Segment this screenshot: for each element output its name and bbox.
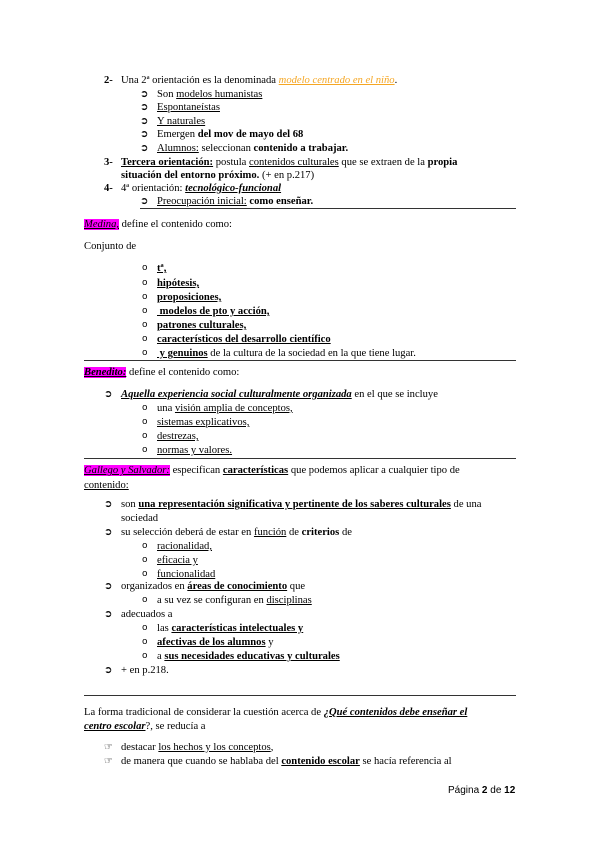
circle-bullet-icon: o [142, 320, 148, 330]
gallego-point-2: su selección deberá de estar en función de criterios de [121, 527, 352, 538]
final-paragraph-line1: La forma tradicional de considerar la cuestión acerca de ¿Qué contenidos debe enseñar el [84, 707, 468, 718]
orientation-3-line: Tercera orientación: postula contenidos culturales que se extraen de la propia [121, 157, 458, 168]
gallego-point-5: + en p.218. [121, 665, 169, 676]
medina-intro: Conjunto de [84, 241, 137, 252]
circle-bullet-icon: o [142, 541, 148, 551]
benedito-heading: Benedito: define el contenido como: [84, 367, 240, 378]
gallego-point-4: adecuados a [121, 609, 173, 620]
benedito-definition: Aquella experiencia social culturalmente organizada en el que se incluye [121, 389, 438, 400]
final-bullet-2: de manera que cuando se hablaba del contenido escolar se hacía referencia al [121, 756, 452, 767]
sub-item: Espontaneístas [157, 102, 220, 113]
list-item: eficacia y [157, 555, 198, 566]
arrow-bullet-icon: ➲ [104, 389, 113, 400]
arrow-bullet-icon: ➲ [104, 581, 113, 592]
medina-heading: Medina, define el contenido como: [84, 219, 232, 230]
gallego-heading: Gallego y Salvador: especifican características que podemos aplicar a cualquier tipo de [84, 465, 460, 476]
item-number: 2- [104, 75, 113, 86]
arrow-bullet-icon: ➲ [104, 527, 113, 538]
item-number: 4- [104, 183, 113, 194]
page-number: 2 [481, 785, 488, 796]
sub-item: Emergen del mov de mayo del 68 [157, 129, 304, 140]
arrow-bullet-icon: ➲ [140, 116, 149, 127]
arrow-bullet-icon: ➲ [140, 89, 149, 100]
page-footer: Página 2 de 12 [448, 785, 516, 796]
section-divider [84, 360, 516, 361]
arrow-bullet-icon: ➲ [104, 665, 113, 676]
orientation-4-line: 4ª orientación: tecnológico-funcional [121, 183, 282, 194]
list-item: funcionalidad [157, 569, 216, 580]
list-item: patrones culturales, [157, 320, 247, 331]
list-item: modelos de pto y acción, [157, 306, 270, 317]
list-item: las características intelectuales y [157, 623, 304, 634]
author-highlight: Benedito: [84, 367, 127, 378]
circle-bullet-icon: o [142, 306, 148, 316]
section-divider [84, 695, 516, 696]
circle-bullet-icon: o [142, 292, 148, 302]
arrow-bullet-icon: ➲ [140, 129, 149, 140]
gallego-heading-line2: contenido: [84, 480, 129, 491]
highlight-text: modelo centrado en el niño [278, 75, 395, 86]
sub-item: Alumnos: seleccionan contenido a trabajar. [157, 143, 349, 154]
final-bullet-1: destacar los hechos y los conceptos, [121, 742, 274, 753]
arrow-bullet-icon: ➲ [140, 102, 149, 113]
arrow-bullet-icon: ➲ [140, 196, 149, 207]
author-highlight: Gallego y Salvador: [84, 465, 170, 476]
circle-bullet-icon: o [142, 555, 148, 565]
section-divider [84, 458, 516, 459]
author-highlight: Medina, [84, 219, 120, 230]
orientation-2-line: Una 2ª orientación es la denominada modelo centrado en el niño. [121, 75, 398, 86]
list-item: a su vez se configuran en disciplinas [157, 595, 312, 606]
orientation-3-line2: situación del entorno próximo. (+ en p.217) [121, 170, 315, 181]
circle-bullet-icon: o [142, 263, 148, 273]
list-item: proposiciones, [157, 292, 222, 303]
circle-bullet-icon: o [142, 334, 148, 344]
circle-bullet-icon: o [142, 637, 148, 647]
item-number: 3- [104, 157, 113, 168]
hand-pointer-icon: ☞ [104, 756, 113, 767]
circle-bullet-icon: o [142, 569, 148, 579]
arrow-bullet-icon: ➲ [104, 609, 113, 620]
hand-pointer-icon: ☞ [104, 742, 113, 753]
list-item: normas y valores. [157, 445, 233, 456]
circle-bullet-icon: o [142, 348, 148, 358]
circle-bullet-icon: o [142, 403, 148, 413]
circle-bullet-icon: o [142, 278, 148, 288]
list-item: y genuinos de la cultura de la sociedad en la que tiene lugar. [157, 348, 416, 359]
circle-bullet-icon: o [142, 445, 148, 455]
circle-bullet-icon: o [142, 417, 148, 427]
list-item: afectivas de los alumnos y [157, 637, 274, 648]
arrow-bullet-icon: ➲ [140, 143, 149, 154]
page-total: 12 [504, 785, 516, 796]
gallego-point-3: organizados en áreas de conocimiento que [121, 581, 306, 592]
final-paragraph-line2: centro escolar?, se reducía a [84, 721, 206, 732]
list-item: destrezas, [157, 431, 199, 442]
sub-item: Preocupación inicial: como enseñar. [157, 196, 314, 207]
sub-item: Y naturales [157, 116, 206, 127]
list-item: sistemas explicativos, [157, 417, 250, 428]
section-divider [140, 208, 516, 209]
circle-bullet-icon: o [142, 431, 148, 441]
circle-bullet-icon: o [142, 651, 148, 661]
gallego-point-1: son una representación significativa y pertinente de los saberes culturales de una [121, 499, 482, 510]
gallego-point-1-line2: sociedad [121, 513, 159, 524]
circle-bullet-icon: o [142, 623, 148, 633]
list-item: una visión amplia de conceptos, [157, 403, 293, 414]
list-item: hipótesis, [157, 278, 200, 289]
sub-item: Son modelos humanistas [157, 89, 263, 100]
list-item: característicos del desarrollo científico [157, 334, 331, 345]
arrow-bullet-icon: ➲ [104, 499, 113, 510]
list-item: tª, [157, 263, 167, 274]
circle-bullet-icon: o [142, 595, 148, 605]
list-item: racionalidad, [157, 541, 213, 552]
list-item: a sus necesidades educativas y culturales [157, 651, 340, 662]
